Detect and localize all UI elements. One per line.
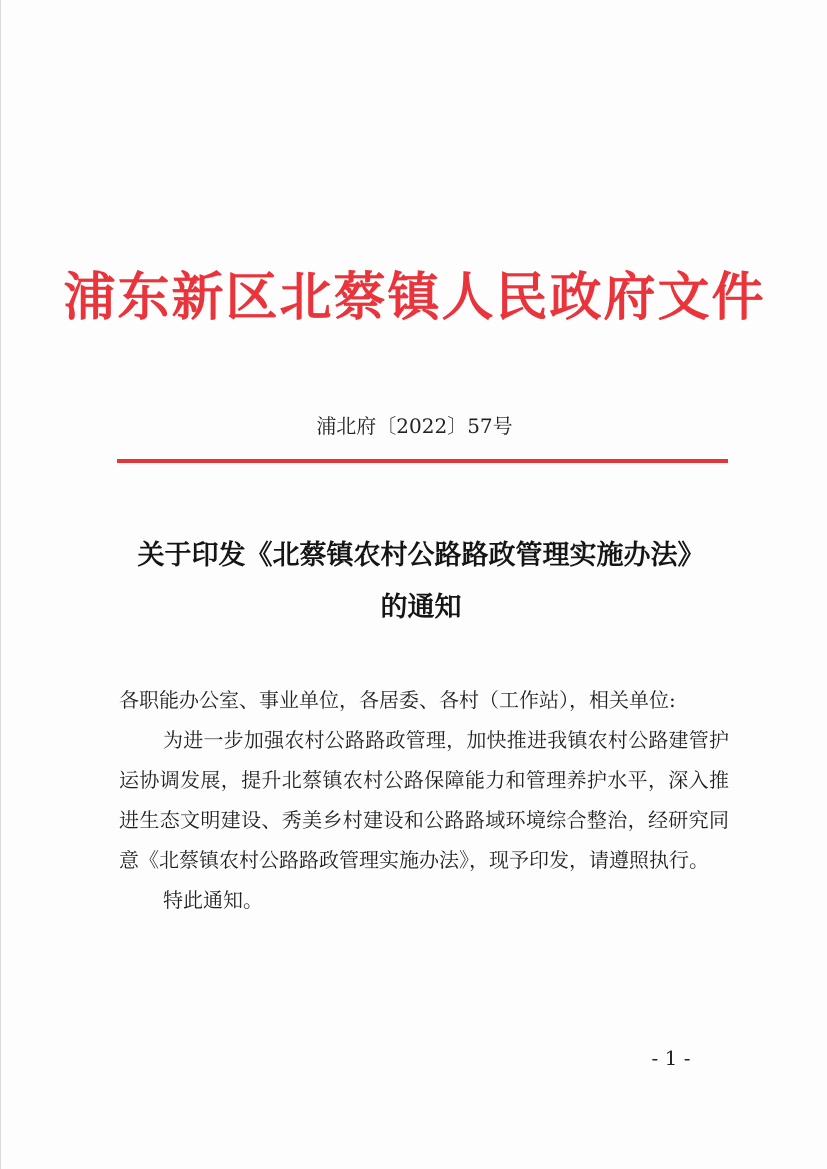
notice-title-line-2: 的通知 [380, 592, 462, 623]
notice-body [119, 680, 729, 920]
notice-title-line-1: 关于印发《北蔡镇农村公路路政管理实施办法》 [137, 540, 705, 571]
issuer-title: 浦东新区北蔡镇人民政府文件 [63, 268, 766, 328]
closing-line: 特此通知。 [163, 888, 263, 912]
body-paragraph: 为进一步加强农村公路路政管理，加快推进我镇农村公路建管护运协调发展，提升北蔡镇农村公路保障能力和管理养护水平，深入推进生态文明建设、秀美乡村建设和公路路域环境综合整治，经研究同意《北蔡镇农村公路路政管理实施办法》，现予印发，请遵照执行。 [119, 728, 729, 872]
document-number: 浦北府〔2022〕57号 [316, 414, 513, 438]
notice-title [91, 530, 751, 634]
red-divider-line [117, 459, 728, 463]
page-number: - 1 - [651, 1046, 691, 1070]
addressee: 各职能办公室、事业单位，各居委、各村（工作站），相关单位: [119, 688, 676, 712]
